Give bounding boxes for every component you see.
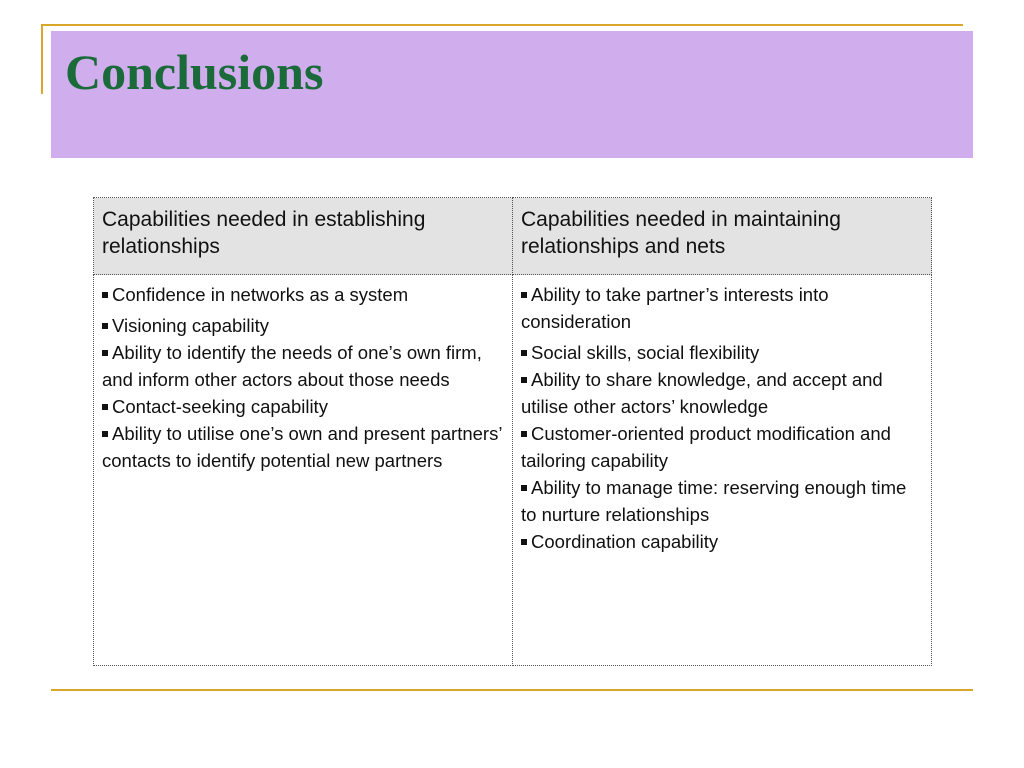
header-maintaining: Capabilities needed in maintaining relationships and nets <box>513 198 932 275</box>
table-body-row <box>94 275 932 666</box>
list-item <box>102 339 504 393</box>
square-bullet-icon <box>521 292 527 298</box>
list-item-text: Ability to share knowledge, and accept and utilise other actors’ knowledge <box>521 369 883 417</box>
square-bullet-icon <box>102 292 108 298</box>
list-item-text: Coordination capability <box>531 531 719 552</box>
square-bullet-icon <box>521 539 527 545</box>
capabilities-table-container <box>93 197 932 666</box>
list-item <box>521 281 923 335</box>
title-band <box>51 31 973 158</box>
list-item <box>102 312 504 339</box>
decorative-top-line <box>41 24 963 26</box>
list-item-text: Ability to identify the needs of one’s own firm, and inform other actors about those needs <box>102 342 482 390</box>
list-item-text: Ability to utilise one’s own and present partners’ contacts to identify potential new partners <box>102 423 502 471</box>
list-item-text: Contact-seeking capability <box>112 396 328 417</box>
list-item-text: Social skills, social flexibility <box>531 342 760 363</box>
list-item <box>521 528 923 555</box>
slide-title: Conclusions <box>65 44 324 100</box>
list-item-text: Ability to take partner’s interests into consideration <box>521 284 829 332</box>
maintaining-list <box>521 281 923 555</box>
square-bullet-icon <box>521 350 527 356</box>
header-establishing: Capabilities needed in establishing relationships <box>94 198 513 275</box>
square-bullet-icon <box>521 485 527 491</box>
square-bullet-icon <box>102 404 108 410</box>
maintaining-cell <box>513 275 932 666</box>
establishing-list <box>102 281 504 474</box>
capabilities-table <box>93 197 932 666</box>
decorative-vertical-line <box>41 24 43 94</box>
establishing-cell <box>94 275 513 666</box>
list-item <box>521 339 923 366</box>
square-bullet-icon <box>102 431 108 437</box>
decorative-bottom-line <box>51 689 973 691</box>
list-item-text: Ability to manage time: reserving enough time to nurture relationships <box>521 477 907 525</box>
square-bullet-icon <box>102 350 108 356</box>
list-item <box>102 420 504 474</box>
square-bullet-icon <box>102 323 108 329</box>
list-item <box>521 474 923 528</box>
list-item <box>521 366 923 420</box>
square-bullet-icon <box>521 431 527 437</box>
list-item <box>102 281 504 308</box>
list-item-text: Confidence in networks as a system <box>112 284 409 305</box>
list-item <box>102 393 504 420</box>
list-item <box>521 420 923 474</box>
square-bullet-icon <box>521 377 527 383</box>
list-item-text: Visioning capability <box>112 315 270 336</box>
list-item-text: Customer-oriented product modification and tailoring capability <box>521 423 891 471</box>
table-header-row <box>94 198 932 275</box>
